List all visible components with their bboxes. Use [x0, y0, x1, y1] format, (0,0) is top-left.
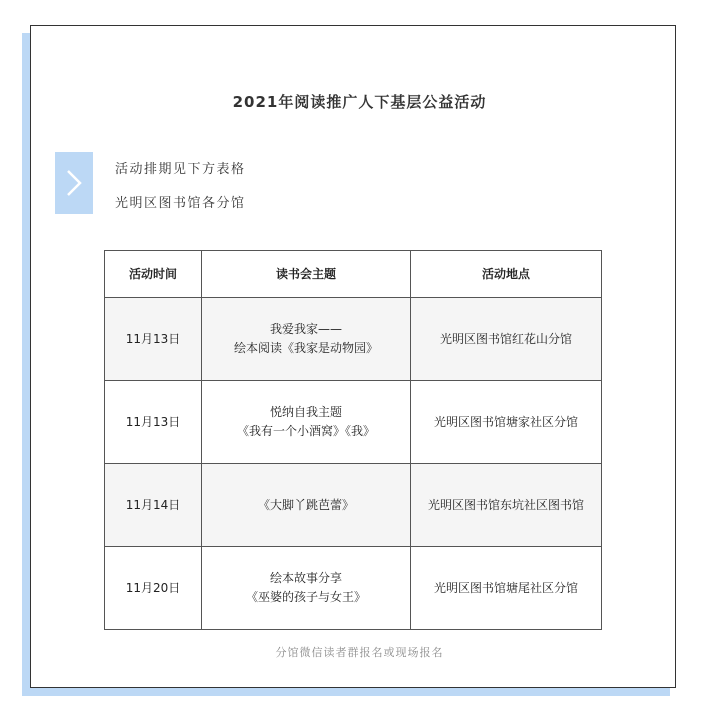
header-date: 活动时间 [105, 251, 202, 298]
theme-line: 我爱我家—— [269, 322, 342, 336]
theme-line: 绘本故事分享 [269, 571, 342, 585]
cell-theme [202, 298, 411, 381]
table-row [105, 464, 602, 547]
cell-theme [202, 381, 411, 464]
theme-line: 悦纳自我主题 [269, 405, 342, 419]
table-row [105, 298, 602, 381]
cell-theme [202, 464, 411, 547]
intro-marker [55, 152, 93, 214]
cell-place: 光明区图书馆红花山分馆 [411, 298, 602, 381]
events-table [104, 250, 602, 630]
table-row [105, 547, 602, 630]
card-shadow-bottom [22, 688, 670, 696]
cell-place: 光明区图书馆东坑社区图书馆 [411, 464, 602, 547]
chevron-right-icon [63, 168, 85, 198]
theme-line: 《巫婆的孩子与女王》 [245, 590, 366, 604]
intro-line-schedule: 活动排期见下方表格 [115, 162, 246, 177]
header-theme: 读书会主题 [202, 251, 411, 298]
header-place: 活动地点 [411, 251, 602, 298]
cell-date: 11月20日 [105, 547, 202, 630]
signup-note: 分馆微信读者群报名或现场报名 [275, 646, 444, 659]
theme-line: 《我有一个小酒窝》《我》 [236, 424, 375, 438]
table-header-row [105, 251, 602, 298]
cell-theme [202, 547, 411, 630]
cell-date: 11月13日 [105, 381, 202, 464]
page-title: 2021年阅读推广人下基层公益活动 [232, 93, 487, 111]
cell-date: 11月13日 [105, 298, 202, 381]
table-row [105, 381, 602, 464]
cell-date: 11月14日 [105, 464, 202, 547]
cell-place: 光明区图书馆塘尾社区分馆 [411, 547, 602, 630]
theme-line: 《大脚丫跳芭蕾》 [257, 497, 354, 512]
card-shadow-left [22, 33, 30, 696]
intro-line-branches: 光明区图书馆各分馆 [115, 196, 246, 211]
cell-place: 光明区图书馆塘家社区分馆 [411, 381, 602, 464]
theme-line: 绘本阅读《我家是动物园》 [233, 341, 378, 355]
